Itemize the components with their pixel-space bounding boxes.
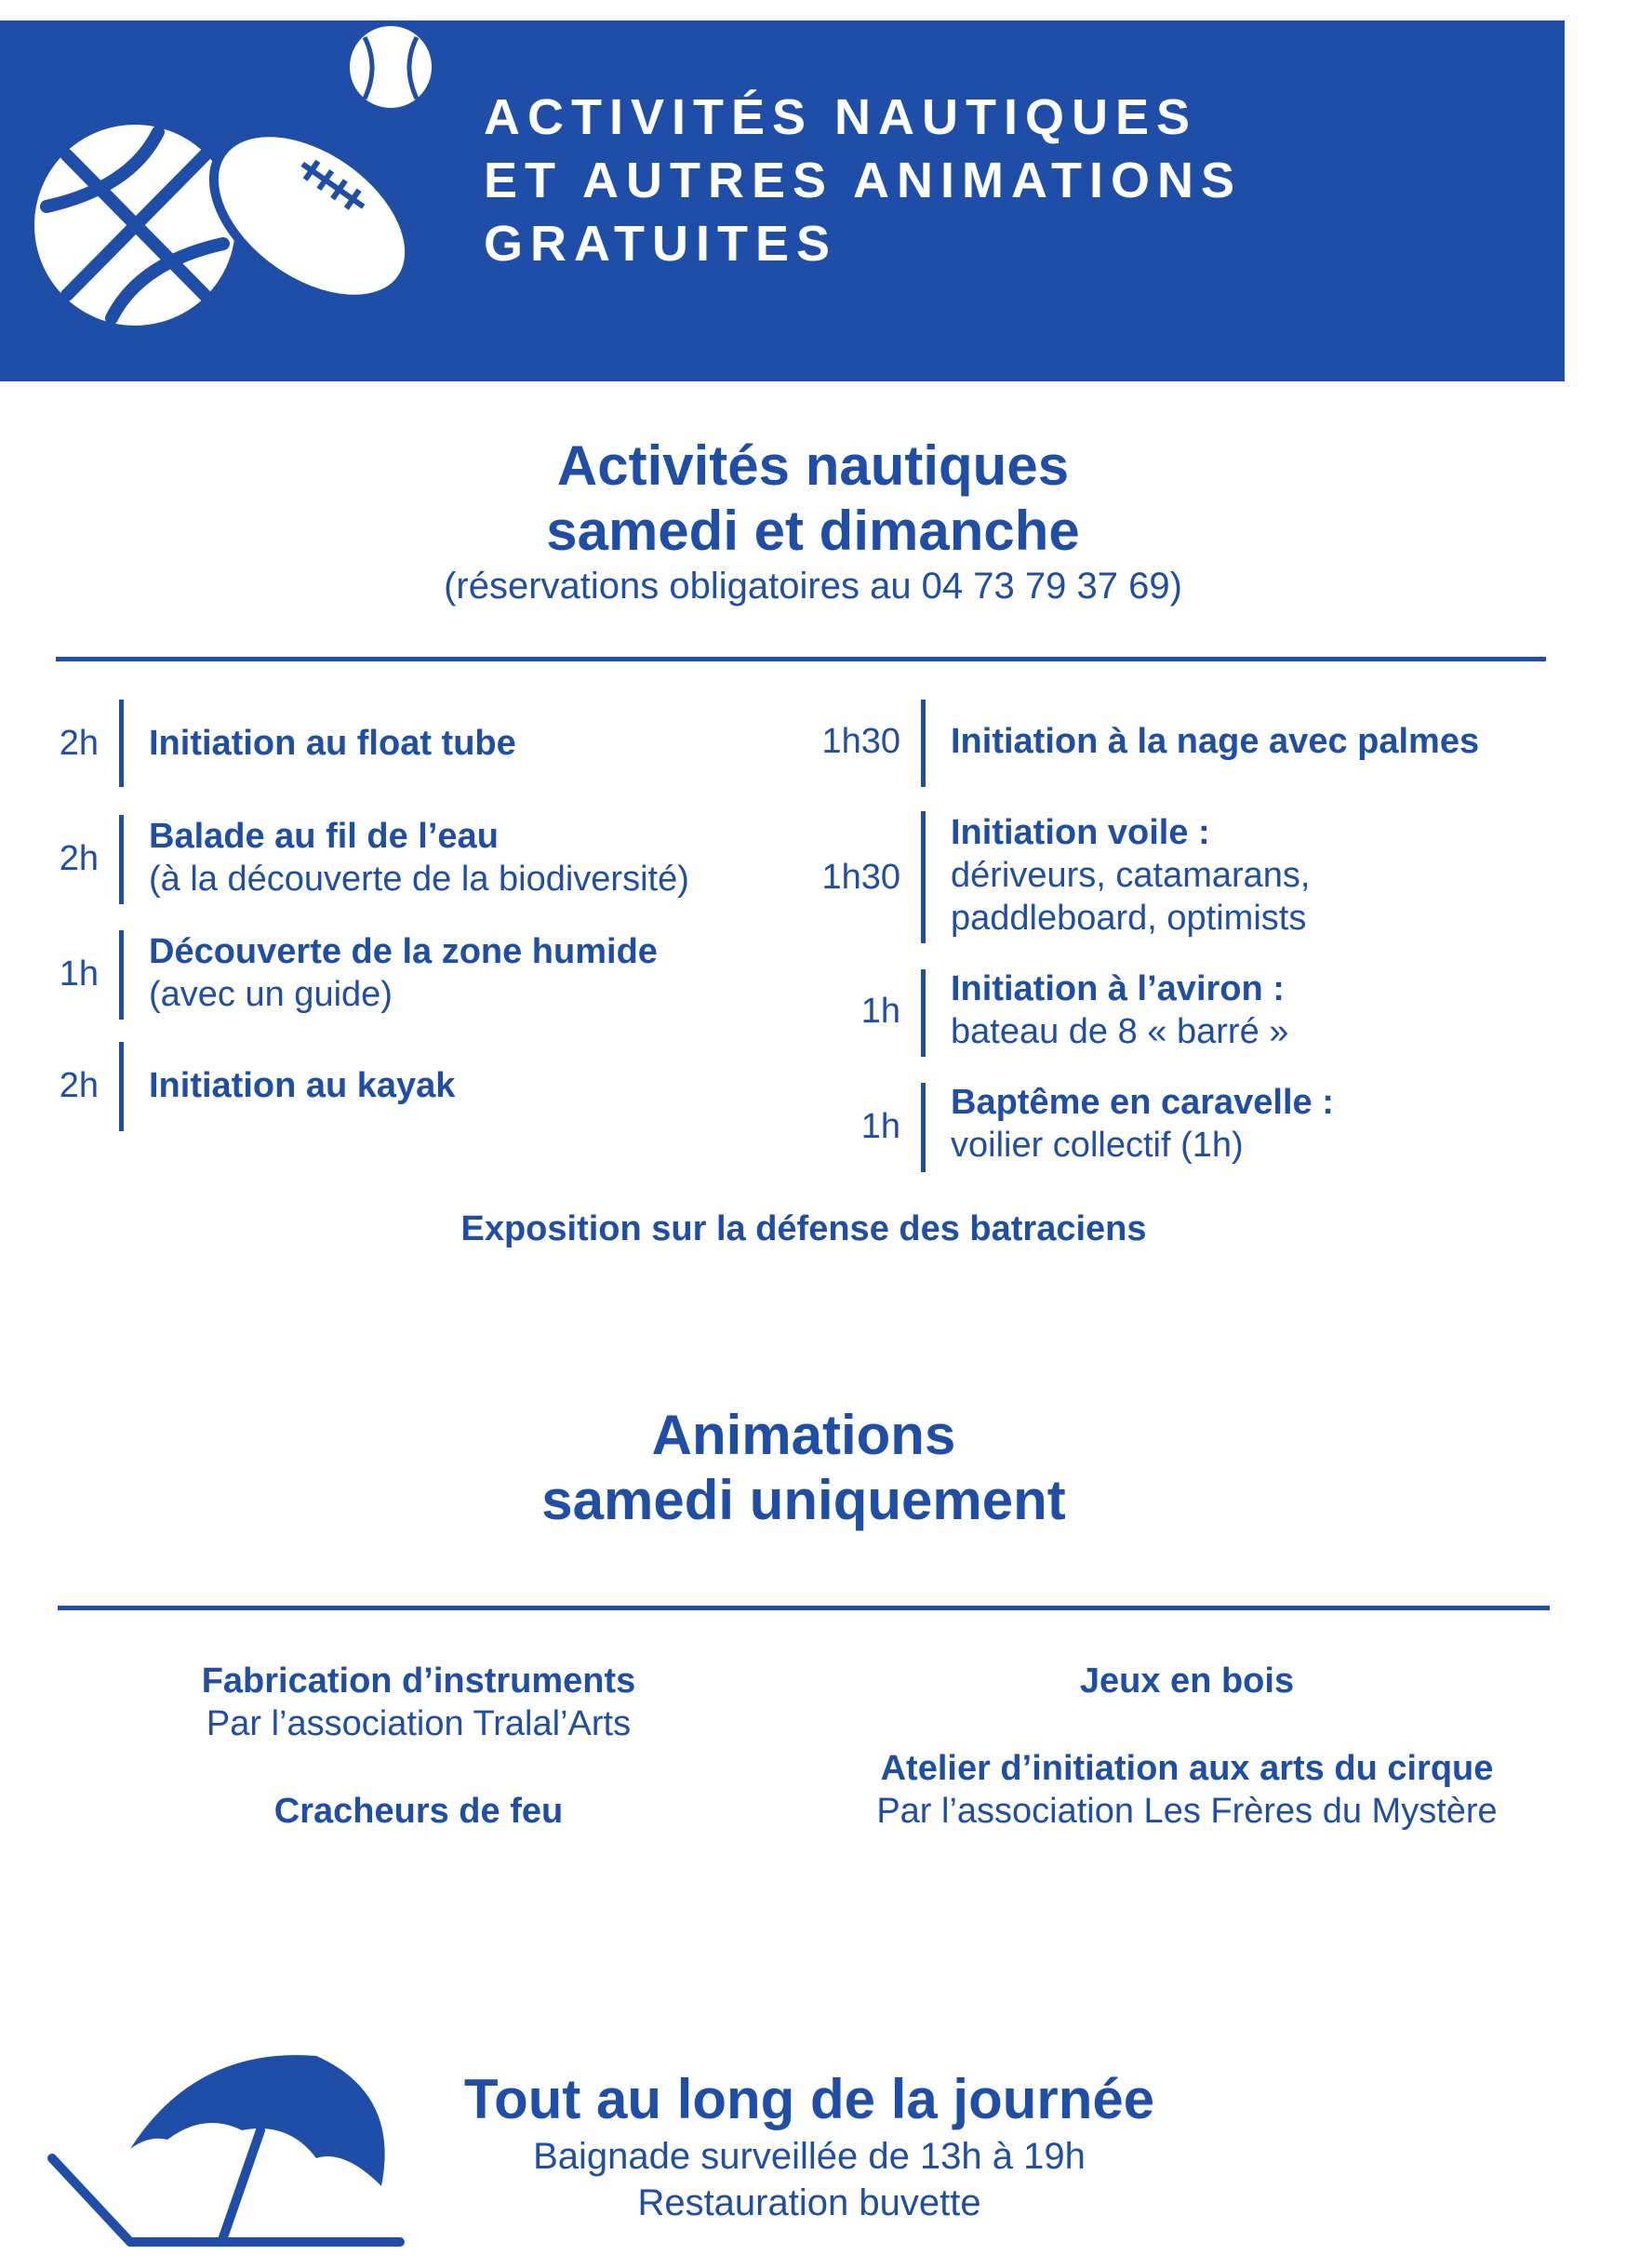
basketball-icon — [34, 125, 235, 326]
activity-duration: 2h — [59, 1066, 99, 1105]
activity-title: Initiation à la nage avec palmes — [951, 722, 1480, 761]
activity-detail: voilier collectif (1h) — [951, 1126, 1244, 1165]
animation-title: Fabrication d’instruments — [201, 1661, 636, 1701]
exposition-text: Exposition sur la défense des batraciens — [460, 1209, 1147, 1248]
activity-bar — [119, 930, 124, 1020]
activity-text — [149, 722, 516, 765]
animations-title-line-2: samedi uniquement — [541, 1469, 1066, 1531]
nautique-subtitle: (réservations obligatoires au 04 73 79 37 69) — [444, 566, 1182, 607]
activity-detail: (à la découverte de la biodiversité) — [149, 860, 689, 899]
footer-line-2: Restauration buvette — [637, 2182, 981, 2223]
footer-line-1: Baignade surveillée de 13h à 19h — [533, 2136, 1086, 2177]
banner-title-line-3: GRATUITES — [484, 216, 837, 272]
activity-bar — [921, 811, 926, 943]
activity-title: Baptême en caravelle : — [951, 1083, 1334, 1122]
activity-duration: 1h30 — [821, 722, 900, 761]
activity-text — [149, 815, 689, 901]
animation-title: Atelier d’initiation aux arts du cirque — [880, 1749, 1494, 1788]
activity-title: Découverte de la zone humide — [149, 932, 658, 971]
activity-detail: paddleboard, optimists — [951, 899, 1307, 938]
activity-text — [951, 811, 1311, 940]
activity-bar — [119, 700, 124, 787]
animations-title-line-1: Animations — [651, 1404, 956, 1466]
baseball-icon — [350, 26, 432, 108]
animation-item — [93, 1790, 744, 1833]
animation-item — [815, 1660, 1559, 1702]
rugby-ball-icon — [183, 98, 437, 333]
activity-bar — [921, 969, 926, 1057]
activity-title: Balade au fil de l’eau — [149, 817, 499, 856]
nautique-title-line-2: samedi et dimanche — [546, 500, 1080, 562]
activity-title: Initiation voile : — [951, 813, 1210, 852]
banner-title — [484, 86, 1242, 275]
activity-duration: 2h — [59, 724, 99, 763]
activity-duration: 1h — [860, 992, 900, 1031]
sports-balls-illustration — [28, 20, 437, 381]
beach-umbrella-icon — [47, 2037, 419, 2261]
activity-duration: 1h — [860, 1107, 900, 1146]
activity-duration: 1h30 — [821, 858, 900, 897]
activity-bar — [921, 1083, 926, 1172]
animation-detail: Par l’association Tralal’Arts — [206, 1704, 632, 1743]
divider — [56, 657, 1546, 661]
animation-item — [815, 1747, 1559, 1833]
animation-title: Jeux en bois — [1079, 1661, 1295, 1701]
header-banner — [0, 20, 1565, 381]
activity-duration: 2h — [59, 839, 99, 878]
activity-title: Initiation au float tube — [149, 724, 516, 763]
banner-title-line-1: ACTIVITÉS NAUTIQUES — [484, 89, 1198, 145]
animation-item — [93, 1660, 744, 1745]
activity-text — [951, 1081, 1334, 1167]
activity-text — [951, 967, 1288, 1053]
activity-title: Initiation au kayak — [149, 1066, 456, 1105]
divider — [58, 1606, 1550, 1610]
activity-bar — [119, 1042, 124, 1131]
activity-duration: 1h — [59, 954, 99, 994]
footer-title: Tout au long de la journée — [463, 2068, 1155, 2130]
animation-detail: Par l’association Les Frères du Mystère — [876, 1792, 1498, 1831]
activity-text — [149, 930, 658, 1016]
activity-text — [149, 1064, 455, 1107]
activity-bar — [119, 815, 124, 904]
activity-detail: bateau de 8 « barré » — [951, 1012, 1289, 1051]
banner-title-line-2: ET AUTRES ANIMATIONS — [484, 153, 1242, 208]
activity-bar — [921, 700, 926, 787]
animation-title: Cracheurs de feu — [273, 1792, 564, 1831]
activity-text — [951, 720, 1479, 763]
activity-detail: (avec un guide) — [149, 975, 393, 1014]
nautique-title-line-1: Activités nautiques — [556, 434, 1070, 497]
activity-title: Initiation à l’aviron : — [951, 969, 1285, 1008]
activity-detail: dériveurs, catamarans, — [951, 856, 1311, 895]
